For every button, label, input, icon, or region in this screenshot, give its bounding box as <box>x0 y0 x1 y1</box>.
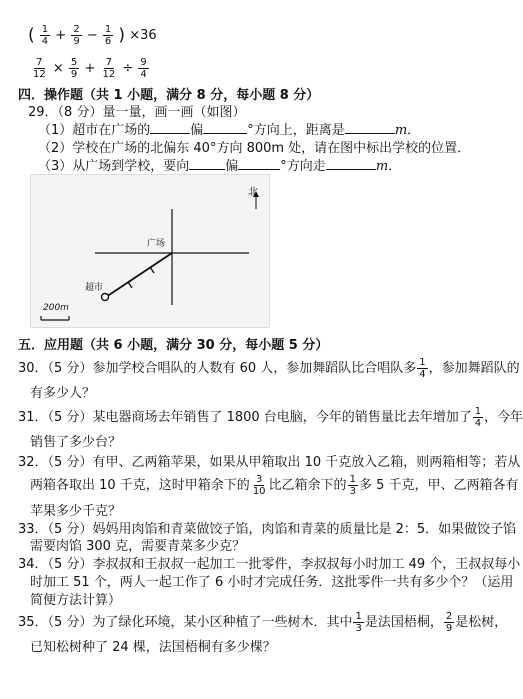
q29-line-2: （2）学校在广场的北偏东 40°方向 800m 处，请在图中标出学校的位置． <box>38 141 471 156</box>
q32-line-2: 两箱各取出 10 千克，这时甲箱余下的 $\frac{3}{10}$ 比乙箱余下的 $\frac{1}{3}$ 多 5 千克，甲、乙两箱各有 <box>30 474 519 497</box>
q30-line-1: 30．（5 分）参加学校合唱队的人数有 60 人，参加舞蹈队比合唱队多 $\frac{1}{4}$ ，参加舞蹈队的 <box>18 357 520 380</box>
map-figure <box>30 174 270 328</box>
tick-mark <box>150 267 154 273</box>
q30-line-2: 有多少人？ <box>30 386 96 401</box>
fraction: $\frac{1}{3}$ <box>355 611 362 634</box>
answer-blank[interactable] <box>238 169 280 170</box>
q29-line-1: （1）超市在广场的 偏 °方向上，距离是 m． <box>38 123 421 138</box>
market-label: 超市 <box>85 283 104 293</box>
fraction: $\frac{9}{4}$ <box>140 57 147 80</box>
market-point <box>102 294 109 301</box>
calc-expression-1 <box>28 24 157 47</box>
calc-expression-2 <box>30 57 150 80</box>
q29-head: 29．（8 分）量一量，画一画（如图） <box>28 105 246 120</box>
operator: − <box>86 28 98 43</box>
answer-blank[interactable] <box>189 169 225 170</box>
operator: + <box>55 28 67 43</box>
fraction: $\frac{7}{12}$ <box>102 57 116 80</box>
q34-line-3: 简便方法计算） <box>30 593 122 608</box>
answer-blank[interactable] <box>203 133 247 134</box>
section-5-heading: 五．应用题（共 6 小题，满分 30 分，每小题 5 分） <box>18 338 329 353</box>
q35-line-1: 35．（5 分）为了绿化环境，某小区种植了一些树木．其中 $\frac{1}{3}$ 是法国梧桐， $\frac{2}{9}$ 是松树， <box>18 611 508 634</box>
q31-line-1: 31．（5 分）某电器商场去年销售了 1800 台电脑，今年的销售量比去年增加了 $\frac{1}{4}$ ，今年 <box>18 406 523 429</box>
q29-line-3: （3）从广场到学校，要向 偏 °方向走 m． <box>38 159 402 174</box>
open-paren: ( <box>28 25 35 46</box>
fraction: $\frac{3}{10}$ <box>252 474 266 497</box>
north-label: 北 <box>248 187 258 198</box>
q33-line-1: 33．（5 分）妈妈用肉馅和青菜做饺子馅，肉馅和青菜的质量比是 2：5．如果做饺子馅 <box>18 522 517 537</box>
close-paren: ) <box>118 25 126 46</box>
q32-line-3: 苹果多少千克？ <box>30 504 122 519</box>
fraction: $\frac{2}{9}$ <box>445 611 453 634</box>
fraction: $\frac{2}{9}$ <box>73 24 80 47</box>
answer-blank[interactable] <box>150 133 190 134</box>
operator: ×36 <box>129 28 157 43</box>
fraction: $\frac{1}{6}$ <box>104 24 112 47</box>
q34-line-2: 时加工 51 个，两人一起工作了 6 小时才完成任务．这批零件一共有多少个？（运用 <box>30 575 514 590</box>
operator: ÷ <box>122 61 134 76</box>
answer-blank[interactable] <box>326 169 376 170</box>
fraction: $\frac{1}{4}$ <box>41 24 49 47</box>
operator: × <box>52 61 64 76</box>
q32-line-1: 32．（5 分）有甲、乙两箱苹果，如果从甲箱取出 10 千克放入乙箱，则两箱相等；若从 <box>18 455 521 470</box>
scale-label: 200m <box>43 303 69 313</box>
section-4-heading: 四．操作题（共 1 小题，满分 8 分，每小题 8 分） <box>18 88 320 103</box>
q35-line-2: 已知松树种了 24 棵，法国梧桐有多少棵？ <box>30 640 276 655</box>
q33-line-2: 需要肉馅 300 克，需要青菜多少克？ <box>30 539 246 554</box>
market-segment <box>106 253 172 297</box>
operator: + <box>84 61 96 76</box>
plaza-label: 广场 <box>147 239 166 249</box>
fraction: $\frac{1}{4}$ <box>419 357 426 380</box>
fraction: $\frac{7}{12}$ <box>33 57 46 80</box>
fraction: $\frac{5}{9}$ <box>70 57 78 80</box>
fraction: $\frac{1}{4}$ <box>474 406 482 429</box>
q34-line-1: 34．（5 分）李叔叔和王叔叔一起加工一批零件，李叔叔每小时加工 49 个，王叔叔每小 <box>18 557 521 572</box>
q31-line-2: 销售了多少台？ <box>30 435 122 450</box>
answer-blank[interactable] <box>345 133 395 134</box>
tick-mark <box>128 282 132 288</box>
fraction: $\frac{1}{3}$ <box>349 474 356 497</box>
